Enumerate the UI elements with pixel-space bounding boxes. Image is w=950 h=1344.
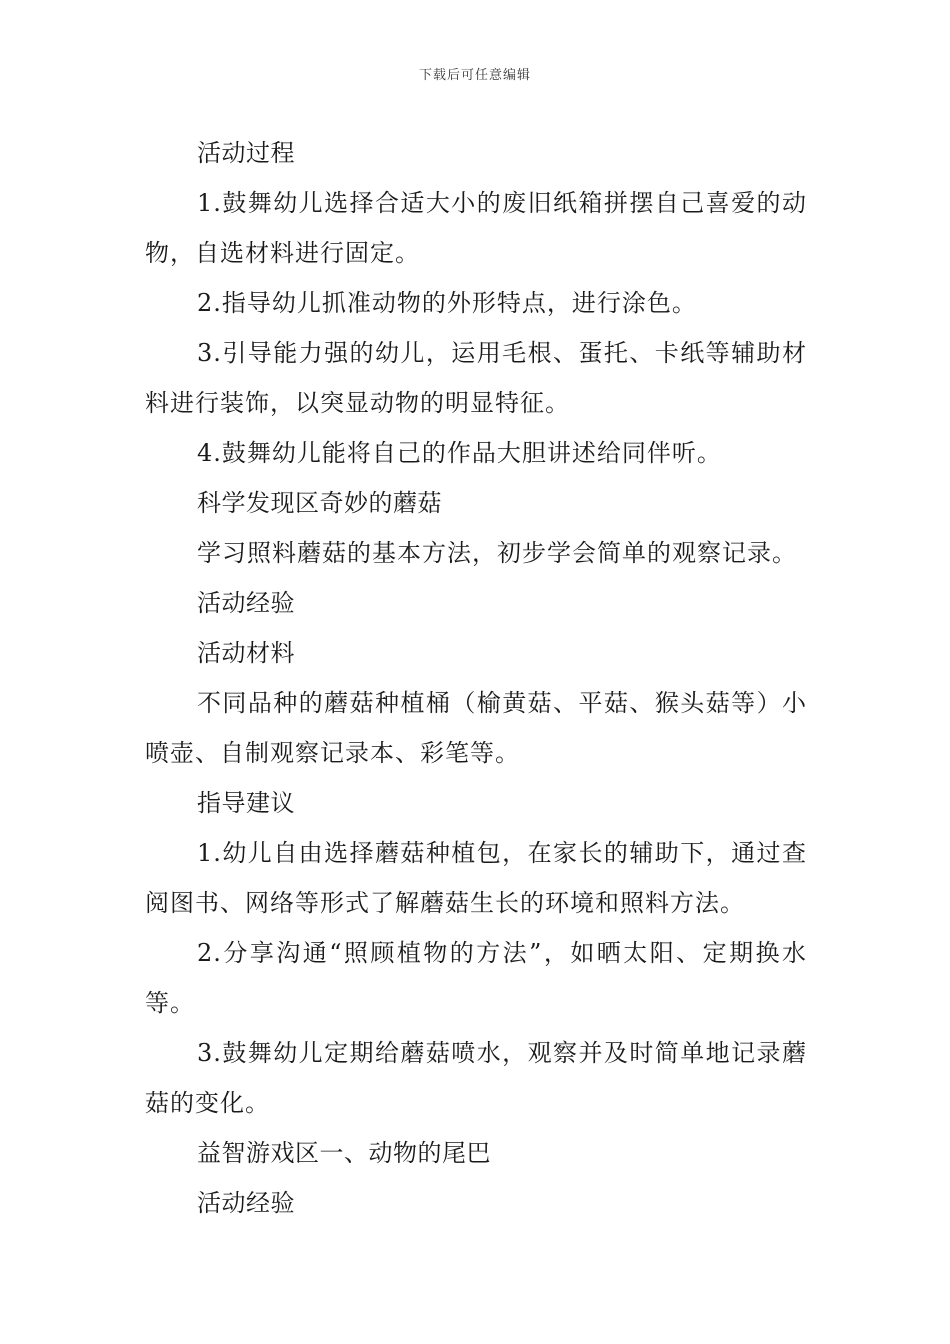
section-heading: 活动经验 [197,589,295,617]
paragraph: 不同品种的蘑菇种植桶（榆黄菇、平菇、猴头菇等）小喷壶、自制观察记录本、彩笔等。 [145,689,807,767]
paragraph: 1.幼儿自由选择蘑菇种植包，在家长的辅助下，通过查阅图书、网络等形式了解蘑菇生长的环境和照料方法。 [145,839,807,917]
document-body [145,128,807,1228]
section-heading: 活动经验 [197,1189,295,1217]
section-heading: 活动材料 [197,639,295,667]
paragraph: 2.指导幼儿抓准动物的外形特点，进行涂色。 [197,289,697,317]
paragraph: 1.鼓舞幼儿选择合适大小的废旧纸箱拼摆自己喜爱的动物，自选材料进行固定。 [145,189,807,267]
paragraph: 学习照料蘑菇的基本方法，初步学会简单的观察记录。 [197,539,797,567]
section-heading: 指导建议 [197,789,295,817]
section-heading: 活动过程 [197,139,295,167]
page-header: 下载后可任意编辑 [418,68,531,83]
paragraph: 3.鼓舞幼儿定期给蘑菇喷水，观察并及时简单地记录蘑菇的变化。 [145,1039,807,1117]
paragraph: 4.鼓舞幼儿能将自己的作品大胆讲述给同伴听。 [197,439,722,467]
paragraph: 3.引导能力强的幼儿，运用毛根、蛋托、卡纸等辅助材料进行装饰，以突显动物的明显特征。 [145,339,807,417]
section-heading: 科学发现区奇妙的蘑菇 [197,489,442,517]
paragraph: 2.分享沟通“照顾植物的方法”，如晒太阳、定期换水等。 [145,939,807,1017]
section-heading: 益智游戏区一、动物的尾巴 [197,1139,491,1167]
